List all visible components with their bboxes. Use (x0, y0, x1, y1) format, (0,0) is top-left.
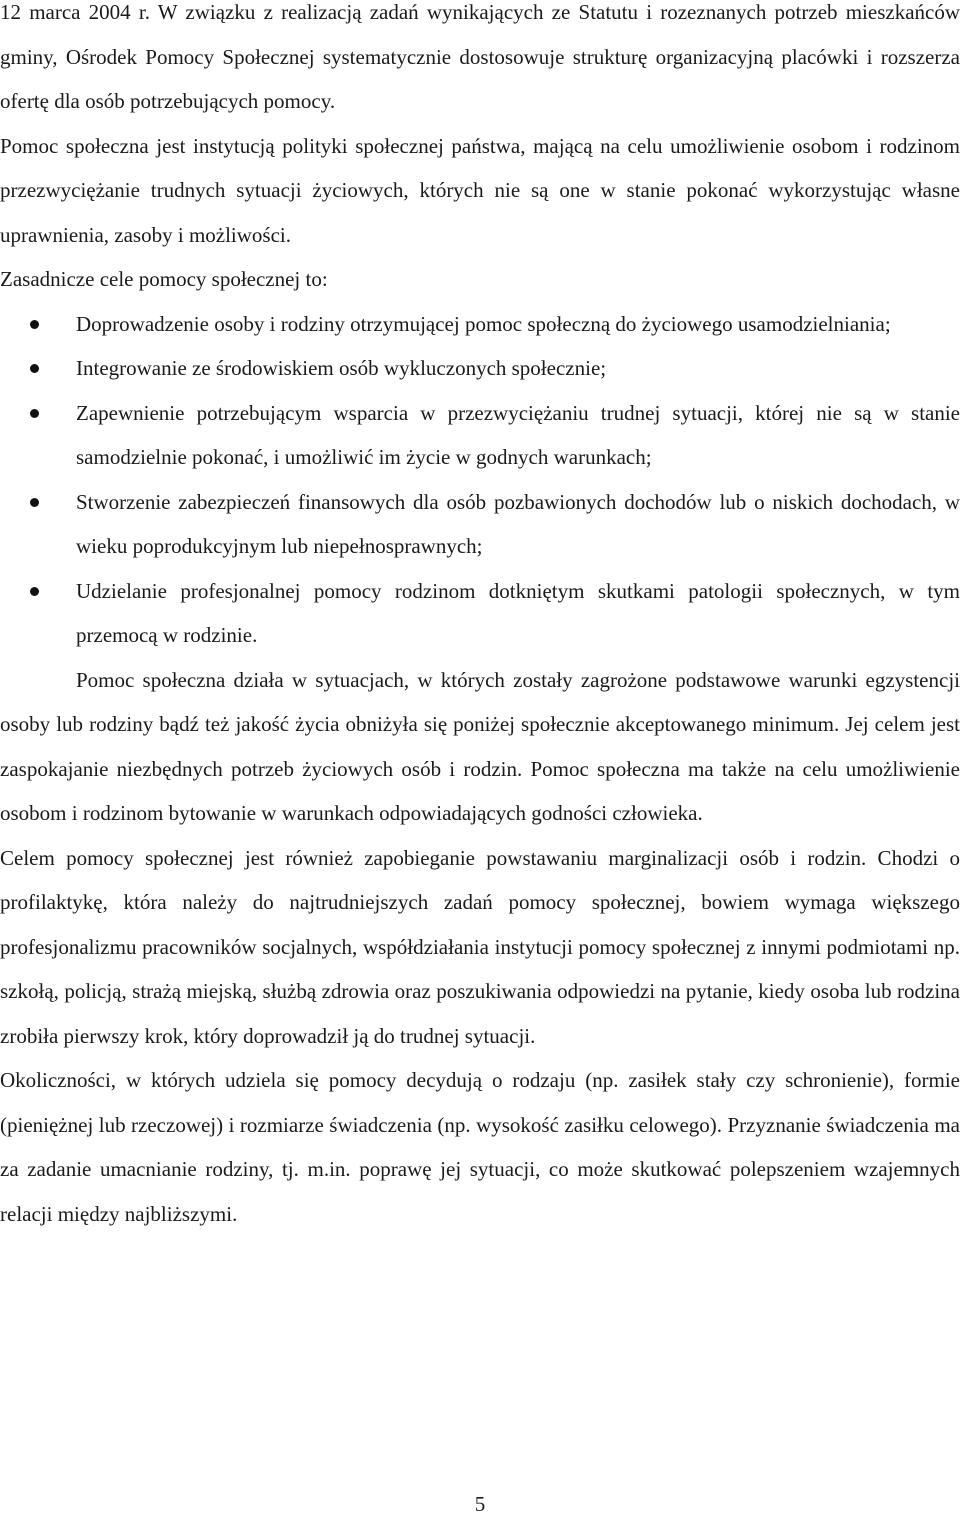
list-item-text: Doprowadzenie osoby i rodziny otrzymującej pomoc społeczną do życiowego usamodzielniania; (76, 311, 891, 336)
paragraph-situations: Pomoc społeczna działa w sytuacjach, w których zostały zagrożone podstawowe warunki egzystencji osoby lub rodziny bądź też jakość życia obniżyła się poniżej społecznie akceptowanego minimum. Jej celem jest zaspokajanie niezbędnych potrzeb życiowych osób i rodzin. Pomoc społeczna ma także na celu umożliwienie osobom i rodzinom bytowanie w warunkach odpowiadających godności człowieka. (0, 667, 960, 825)
paragraph-circumstances: Okoliczności, w których udziela się pomocy decydują o rodzaju (np. zasiłek stały czy schronienie), formie (pieniężnej lub rzeczowej) i rozmiarze świadczenia (np. wysokość zasiłku celowego). Przyznanie świadczenia ma za zadanie umacnianie rodziny, tj. m.in. poprawę jej sytuacji, co może skutkować polepszeniem wzajemnych relacji między najbliższymi. (0, 1068, 960, 1226)
paragraph-goals-heading: Zasadnicze cele pomocy społecznej to: (0, 267, 328, 291)
list-item (0, 302, 960, 347)
bullet-icon (30, 409, 39, 418)
paragraph-definition: Pomoc społeczna jest instytucją polityki społecznej państwa, mającą na celu umożliwienie osobom i rodzinom przezwyciężanie trudnych sytuacji życiowych, których nie są one w stanie pokonać wykorzystując własne uprawnienia, zasoby i możliwości. (0, 133, 960, 247)
bullet-icon (30, 320, 39, 329)
page-number: 5 (474, 1492, 486, 1516)
bullet-icon (30, 364, 39, 373)
bullet-icon (30, 587, 39, 596)
list-item (0, 346, 960, 391)
list-item-text: Zapewnienie potrzebującym wsparcia w przezwyciężaniu trudnej sytuacji, której nie są w stanie samodzielnie pokonać, i umożliwić im życie w godnych warunkach; (76, 400, 960, 469)
list-item-text: Integrowanie ze środowiskiem osób wykluczonych społecznie; (76, 356, 607, 380)
list-item (0, 569, 960, 658)
list-item-text: Stworzenie zabezpieczeń finansowych dla osób pozbawionych dochodów lub o niskich dochodach, w wieku poprodukcyjnym lub niepełnosprawnych; (76, 489, 960, 558)
paragraph-intro: 12 marca 2004 r. W związku z realizacją zadań wynikających ze Statutu i rozeznanych potrzeb mieszkańców gminy, Ośrodek Pomocy Społecznej systematycznie dostosowuje strukturę organizacyjną placówki i rozszerza ofertę dla osób potrzebujących pomocy. (0, 0, 960, 113)
goals-list (0, 302, 960, 658)
list-item (0, 480, 960, 569)
list-item-text: Udzielanie profesjonalnej pomocy rodzinom dotkniętym skutkami patologii społecznych, w tym przemocą w rodzinie. (76, 578, 960, 647)
list-item (0, 391, 960, 480)
bullet-icon (30, 498, 39, 507)
paragraph-prevention: Celem pomocy społecznej jest również zapobieganie powstawaniu marginalizacji osób i rodzin. Chodzi o profilaktykę, która należy do najtrudniejszych zadań pomocy społecznej, bowiem wymaga większego profesjonalizmu pracowników socjalnych, współdziałania instytucji pomocy społecznej z innymi podmiotami np. szkołą, policją, strażą miejską, służbą zdrowia oraz poszukiwania odpowiedzi na pytanie, kiedy osoba lub rodzina zrobiła pierwszy krok, który doprowadził ją do trudnej sytuacji. (0, 845, 960, 1048)
